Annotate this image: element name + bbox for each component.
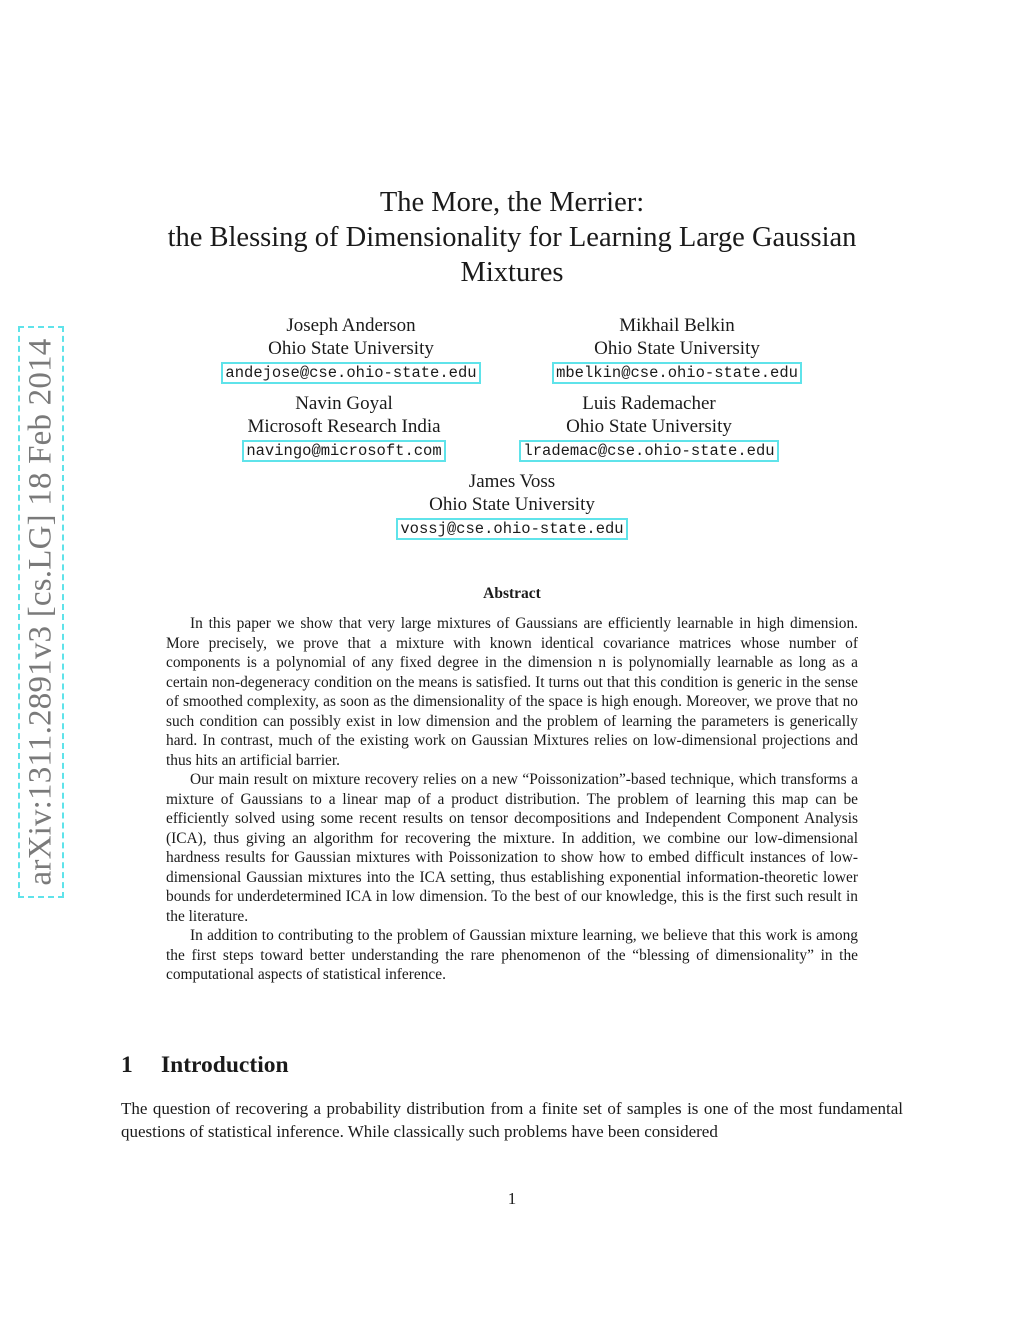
author-name: James Voss <box>468 471 556 492</box>
section-heading-introduction <box>121 1052 289 1079</box>
arxiv-identifier-stamp <box>18 326 64 898</box>
author-email-link[interactable]: vossj@cse.ohio-state.edu <box>396 518 627 540</box>
section-title: Introduction <box>161 1052 289 1078</box>
author-block-1 <box>211 314 491 384</box>
author-block-5 <box>382 470 642 540</box>
author-affiliation: Ohio State University <box>594 338 760 359</box>
author-name: Joseph Anderson <box>286 315 416 336</box>
title-line-1: The More, the Merrier: <box>379 187 645 218</box>
author-email-link[interactable]: mbelkin@cse.ohio-state.edu <box>552 362 802 384</box>
title-line-3: Mixtures <box>460 257 564 288</box>
introduction-paragraph: The question of recovering a probability distribution from a finite set of samples is one of the most fundamental questions of statistical inference. While classically such problems have been considered <box>121 1099 903 1141</box>
author-email-link[interactable]: andejose@cse.ohio-state.edu <box>221 362 480 384</box>
author-email-link[interactable]: lrademac@cse.ohio-state.edu <box>519 440 778 462</box>
page-number: 1 <box>507 1189 517 1208</box>
abstract-body <box>166 614 858 985</box>
author-affiliation: Ohio State University <box>566 416 732 437</box>
author-affiliation: Microsoft Research India <box>247 416 441 437</box>
section-number: 1 <box>121 1052 133 1078</box>
author-name: Navin Goyal <box>295 393 393 414</box>
abstract-paragraph-1: In this paper we show that very large mixtures of Gaussians are efficiently learnable in high dimension. More precisely, we prove that a mixture with known identical covariance matrices whose number of components is a polynomial of any fixed degree in the dimension n is polynomially learnable as long as a certain non-degeneracy condition on the means is satisfied. It turns out that this condition is generic in the sense of smoothed complexity, as soon as the dimensionality of the space is high enough. Moreover, we prove that no such condition can possibly exist in low dimension and the problem of learning the parameters is generically hard. In contrast, much of the existing work on Gaussian Mixtures relies on low-dimensional projections and thus hits an artificial barrier. <box>166 615 858 769</box>
arxiv-identifier-text: arXiv:1311.2891v3 [cs.LG] 18 Feb 2014 <box>22 338 59 886</box>
abstract-paragraph-2: Our main result on mixture recovery relies on a new “Poissonization”-based technique, which transforms a mixture of Gaussians to a linear map of a product distribution. The problem of learning this map can be efficiently solved using some recent results on tensor decompositions and Independent Component Analysis (ICA), thus giving an algorithm for recovering the mixture. In addition, we combine our low-dimensional hardness results for Gaussian mixtures with Poissonization to show how to embed difficult instances of low-dimensional Gaussian mixtures into the ICA setting, thus establishing exponential information-theoretic lower bounds for underdetermined ICA in low dimension. To the best of our knowledge, this is the first such result in the literature. <box>166 771 858 925</box>
paper-title <box>0 185 1024 290</box>
author-affiliation: Ohio State University <box>268 338 434 359</box>
title-line-2: the Blessing of Dimensionality for Learning Large Gaussian <box>167 222 857 253</box>
author-name: Luis Rademacher <box>582 393 716 414</box>
author-block-2 <box>537 314 817 384</box>
author-name: Mikhail Belkin <box>619 315 735 336</box>
author-block-3 <box>214 392 474 462</box>
author-email-link[interactable]: navingo@microsoft.com <box>242 440 445 462</box>
author-block-4 <box>509 392 789 462</box>
abstract-heading: Abstract <box>483 585 541 602</box>
author-affiliation: Ohio State University <box>429 494 595 515</box>
abstract-paragraph-3: In addition to contributing to the problem of Gaussian mixture learning, we believe that this work is among the first steps toward better understanding the rare phenomenon of the “blessing of dimensionality” in the computational aspects of statistical inference. <box>166 927 858 983</box>
